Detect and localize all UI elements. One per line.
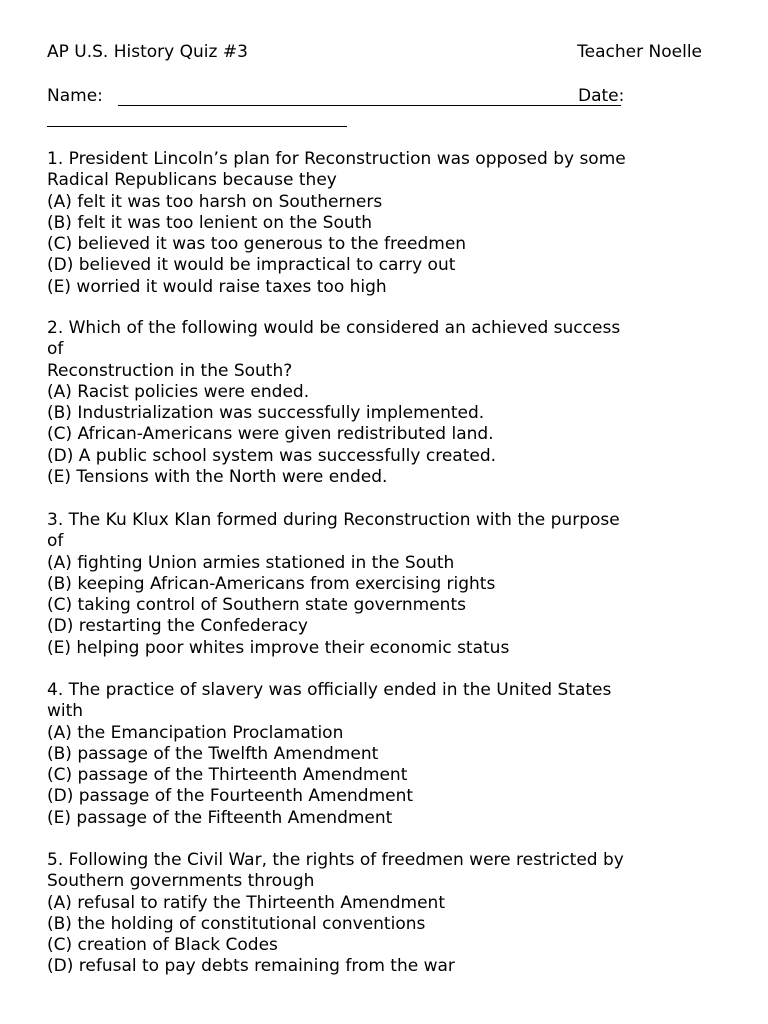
answer-option: (C) taking control of Southern state governments <box>47 595 466 616</box>
answer-option: (C) believed it was too generous to the freedmen <box>47 234 467 255</box>
answer-option: (E) worried it would raise taxes too high <box>47 276 387 297</box>
answer-option: (A) refusal to ratify the Thirteenth Amendment <box>47 892 445 913</box>
answer-option: (B) Industrialization was successfully implemented. <box>47 403 485 424</box>
answer-option: (E) helping poor whites improve their economic status <box>47 637 510 658</box>
answer-option: (B) passage of the Twelfth Amendment <box>47 743 379 764</box>
question-text: Reconstruction in the South? <box>47 360 293 381</box>
answer-option: (A) fighting Union armies stationed in the South <box>47 552 455 573</box>
question-text: 4. The practice of slavery was officially ended in the United States <box>47 680 612 700</box>
name-blank-line[interactable] <box>118 105 621 106</box>
answer-option: (D) restarting the Confederacy <box>47 616 308 637</box>
question-1 <box>47 149 747 298</box>
name-date-row <box>47 86 747 110</box>
answer-option: (C) African-Americans were given redistributed land. <box>47 424 494 445</box>
question-text: 2. Which of the following would be considered an achieved success <box>47 318 621 338</box>
question-text: Southern governments through <box>47 871 315 892</box>
answer-option: (E) passage of the Fifteenth Amendment <box>47 807 393 828</box>
quiz-title: AP U.S. History Quiz #3 <box>47 42 248 62</box>
answer-option: (B) keeping African-Americans from exercising rights <box>47 573 496 594</box>
answer-option: (E) Tensions with the North were ended. <box>47 467 388 488</box>
question-3 <box>47 510 747 659</box>
answer-option: (D) passage of the Fourteenth Amendment <box>47 786 414 807</box>
question-4 <box>47 680 747 829</box>
question-text: 1. President Lincoln’s plan for Reconstruction was opposed by some <box>47 149 626 169</box>
answer-option: (C) passage of the Thirteenth Amendment <box>47 765 408 786</box>
question-5 <box>47 850 747 978</box>
answer-option: (D) A public school system was successfully created. <box>47 445 497 466</box>
question-text: with <box>47 701 84 722</box>
answer-option: (B) felt it was too lenient on the South <box>47 212 373 233</box>
answer-option: (A) Racist policies were ended. <box>47 381 310 402</box>
answer-option: (B) the holding of constitutional conventions <box>47 913 426 934</box>
question-text: of <box>47 531 64 552</box>
quiz-header <box>47 42 702 66</box>
answer-option: (A) the Emancipation Proclamation <box>47 722 344 743</box>
answer-option: (A) felt it was too harsh on Southerners <box>47 191 383 212</box>
date-label: Date: <box>578 86 625 106</box>
teacher-name: Teacher Noelle <box>577 42 702 62</box>
answer-option: (D) believed it would be impractical to carry out <box>47 255 456 276</box>
question-2 <box>47 318 747 488</box>
question-text: of <box>47 339 64 360</box>
date-blank-line[interactable] <box>47 126 347 127</box>
question-text: 3. The Ku Klux Klan formed during Reconstruction with the purpose <box>47 510 620 530</box>
question-text: 5. Following the Civil War, the rights of freedmen were restricted by <box>47 850 624 870</box>
question-text: Radical Republicans because they <box>47 170 337 191</box>
name-label: Name: <box>47 86 103 106</box>
answer-option: (C) creation of Black Codes <box>47 935 278 956</box>
answer-option: (D) refusal to pay debts remaining from the war <box>47 956 455 977</box>
